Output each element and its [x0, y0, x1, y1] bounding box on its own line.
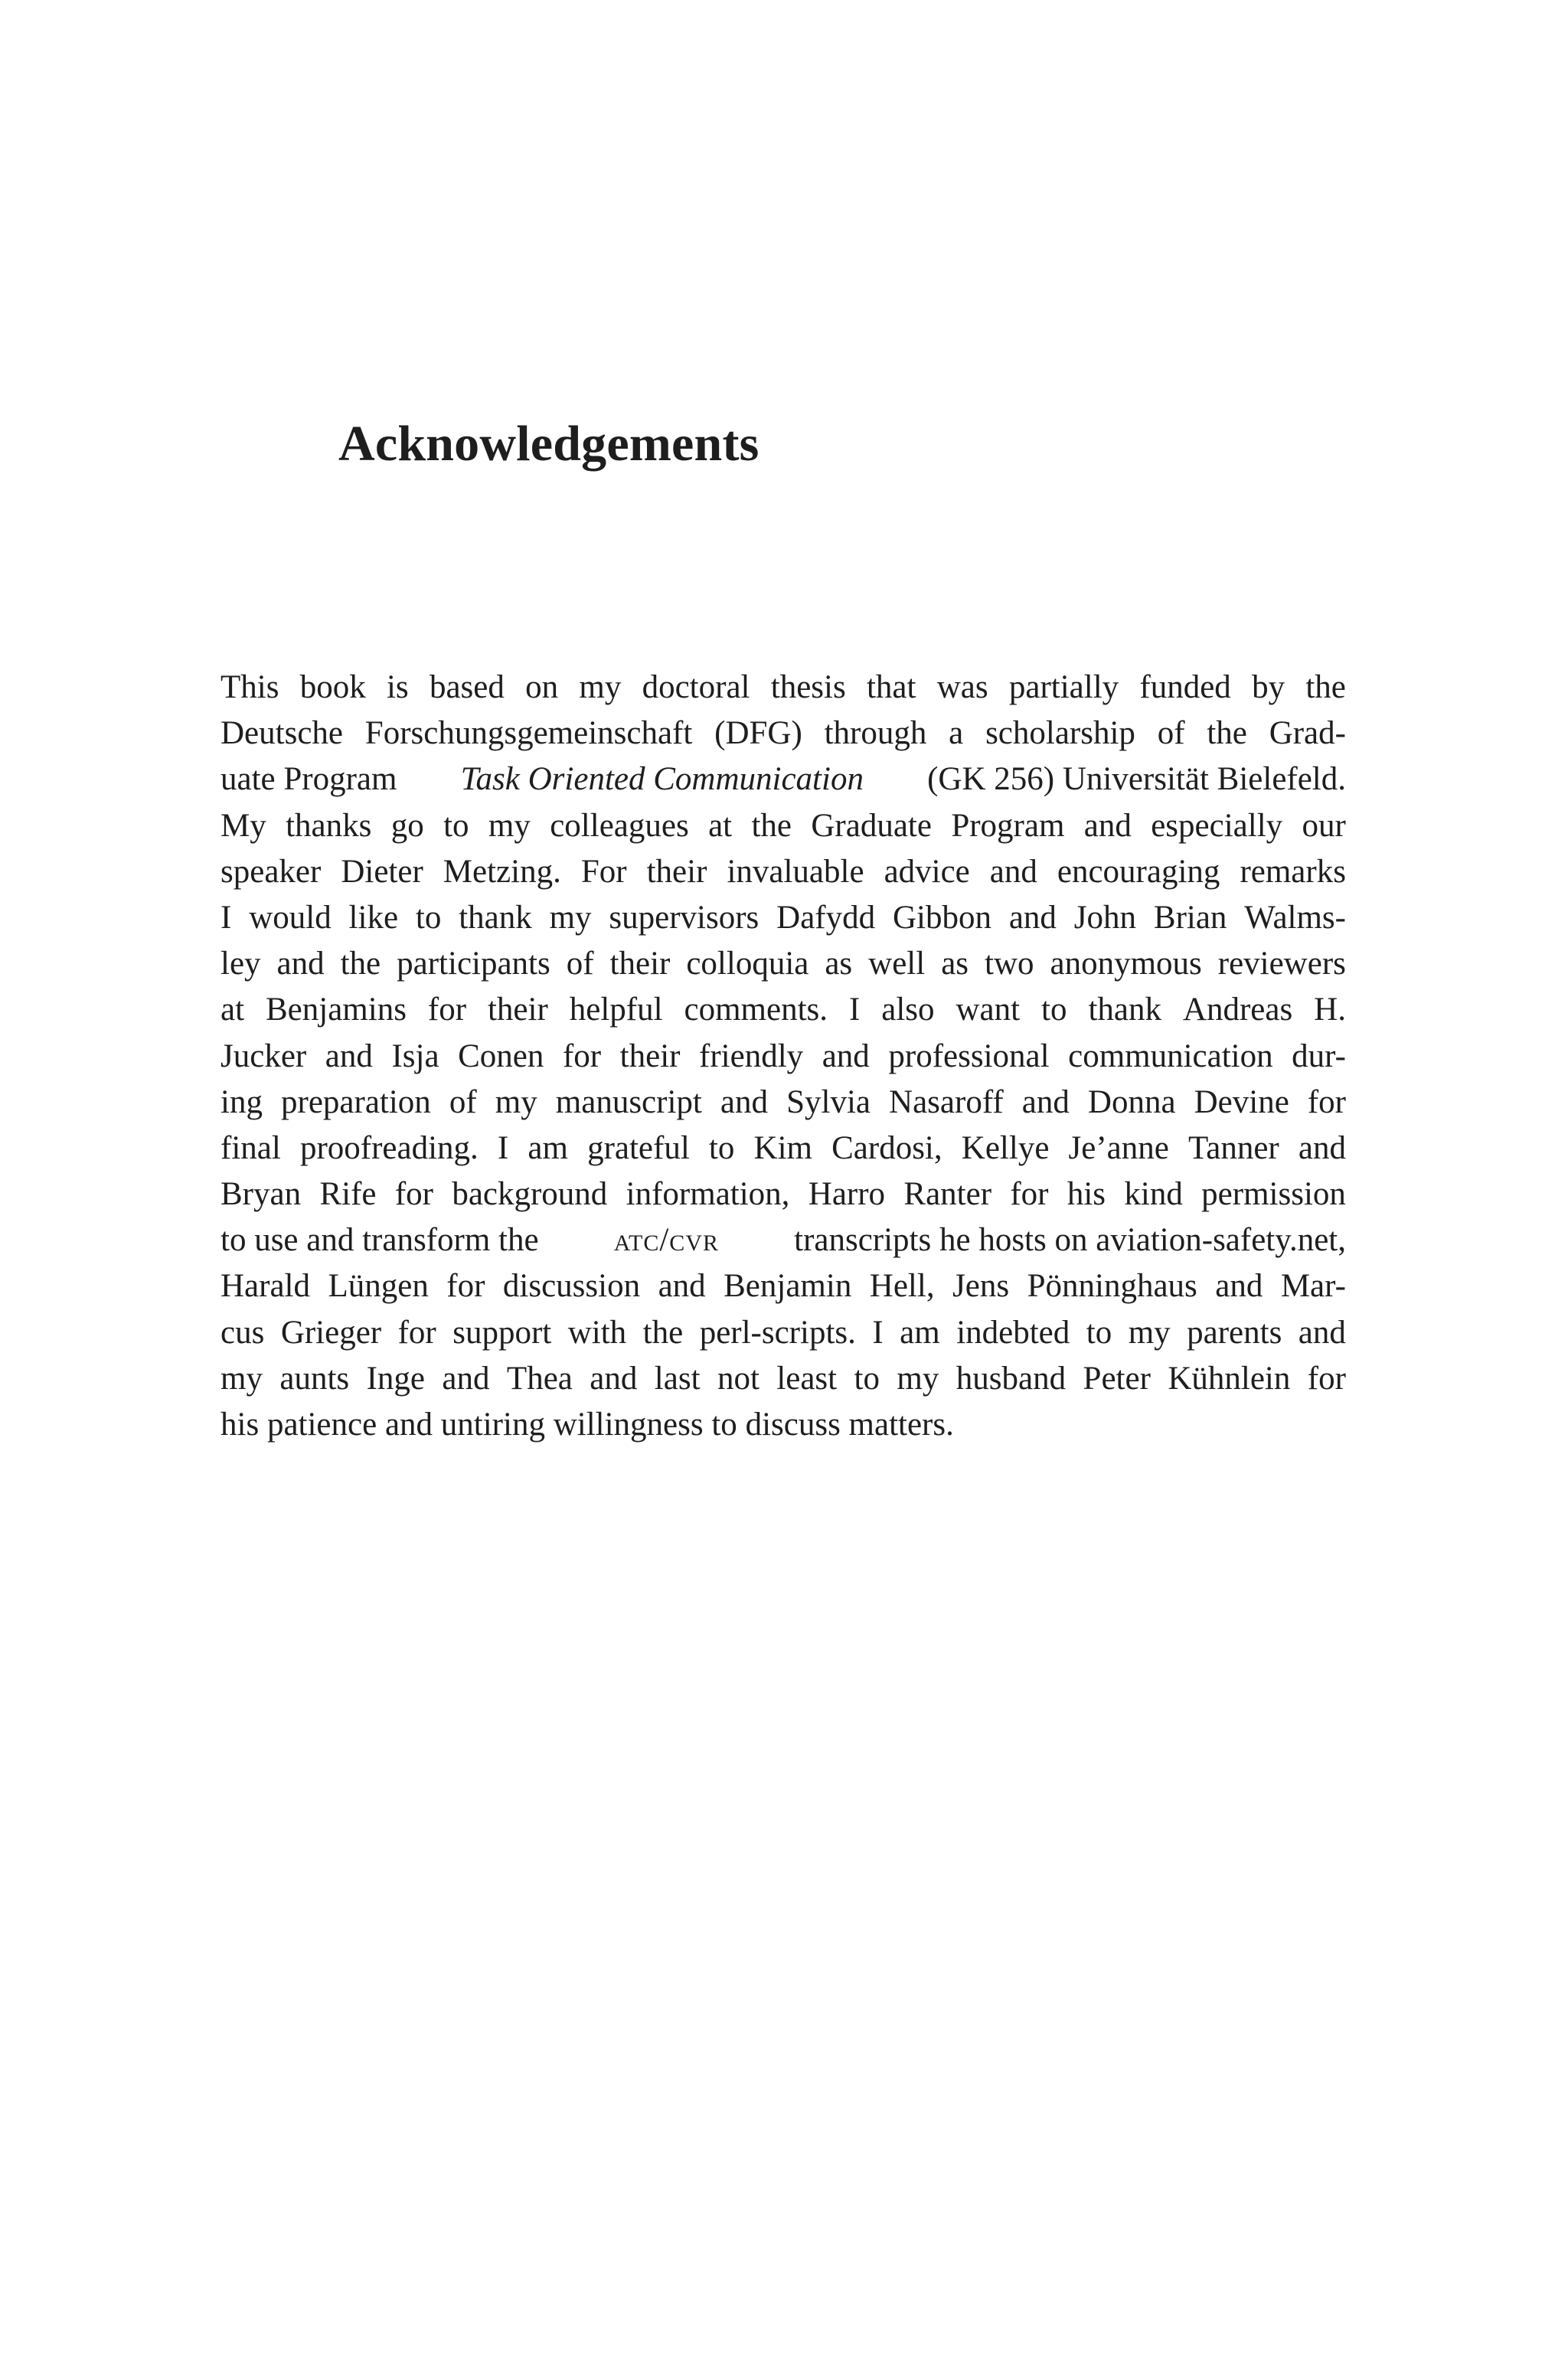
text-line: [220, 1172, 1346, 1217]
word: Thea: [506, 1360, 573, 1397]
text-line: [220, 803, 1346, 849]
word: by: [1252, 669, 1285, 705]
word: to: [708, 1129, 735, 1166]
word: manuscript: [555, 1083, 702, 1120]
word: is: [386, 669, 409, 705]
word: Kellye: [961, 1129, 1050, 1166]
word: Harro: [808, 1176, 886, 1213]
text-line: [220, 1080, 1346, 1126]
word: support: [452, 1314, 552, 1351]
word: Graduate: [811, 807, 932, 844]
word: dur-: [1292, 1038, 1346, 1074]
word: final: [220, 1129, 281, 1166]
word: Mar-: [1280, 1268, 1346, 1305]
word: untiring: [440, 1407, 545, 1443]
word: their: [646, 853, 707, 890]
word: patience: [266, 1407, 377, 1443]
text-run: uate Program: [220, 761, 397, 798]
word: remarks: [1240, 853, 1346, 890]
word: as: [941, 946, 969, 982]
word: My: [220, 807, 266, 844]
word: Deutsche: [220, 715, 343, 752]
word: of: [566, 946, 594, 982]
word: for: [446, 1268, 485, 1305]
word: Kim: [753, 1129, 812, 1166]
text-line: [220, 1217, 1346, 1263]
text-run: (GK 256) Universität Bielefeld.: [927, 761, 1346, 798]
word: that: [866, 669, 916, 705]
word: my: [488, 807, 531, 844]
text-line: [220, 757, 1346, 802]
word: Jucker: [220, 1038, 307, 1074]
word: helpful: [569, 992, 663, 1028]
word: and: [989, 853, 1037, 890]
word: the: [1207, 715, 1247, 752]
word: to: [443, 807, 469, 844]
word: I: [848, 992, 861, 1028]
word: I: [220, 899, 232, 936]
word: participants: [397, 946, 550, 982]
word: also: [881, 992, 935, 1028]
atc-cvr-smallcaps: atc/cvr: [613, 1222, 719, 1259]
word: perl-scripts.: [699, 1314, 856, 1351]
word: and: [1008, 899, 1057, 936]
text-line: [220, 711, 1346, 757]
word: and: [276, 946, 325, 982]
word: parents: [1187, 1314, 1282, 1351]
word: and: [1298, 1314, 1346, 1351]
word: doctoral: [642, 669, 750, 705]
word: ing: [220, 1083, 263, 1120]
word: friendly: [699, 1038, 804, 1074]
text-line: [220, 1356, 1346, 1402]
word: Conen: [458, 1038, 544, 1074]
word: especially: [1151, 807, 1283, 844]
word: Lüngen: [328, 1268, 429, 1305]
word: communication: [1068, 1038, 1273, 1074]
word: and: [1021, 1083, 1070, 1120]
word: and: [442, 1360, 490, 1397]
word: grateful: [587, 1129, 690, 1166]
word: Gibbon: [892, 899, 991, 936]
word: my: [1128, 1314, 1171, 1351]
word: I: [872, 1314, 884, 1351]
word: Bryan: [220, 1176, 302, 1213]
word: for: [1307, 1083, 1346, 1120]
program-title-italic: Task Oriented Communication: [460, 761, 864, 798]
word: thanks: [286, 807, 372, 844]
text-line: [220, 849, 1346, 895]
word: and: [658, 1268, 706, 1305]
word: For: [580, 853, 627, 890]
word: to: [1086, 1314, 1112, 1351]
word: professional: [888, 1038, 1050, 1074]
word: for: [1010, 1176, 1049, 1213]
word: thesis: [770, 669, 846, 705]
word: permission: [1201, 1176, 1346, 1213]
word: scholarship: [985, 715, 1135, 752]
word: Ranter: [903, 1176, 992, 1213]
word: two: [985, 946, 1034, 982]
word: the: [340, 946, 381, 982]
word: Donna: [1087, 1083, 1176, 1120]
word: and: [590, 1360, 638, 1397]
word: am: [528, 1129, 568, 1166]
text-line: [220, 665, 1346, 711]
word: Jens: [952, 1268, 1010, 1305]
word: colloquia: [686, 946, 809, 982]
word: Devine: [1194, 1083, 1289, 1120]
word: husband: [956, 1360, 1067, 1397]
word: kind: [1124, 1176, 1183, 1213]
word: Inge: [366, 1360, 425, 1397]
word: Andreas: [1182, 992, 1293, 1028]
text-run: transcripts he hosts on aviation-safety.net,: [794, 1222, 1346, 1259]
word: supervisors: [609, 899, 760, 936]
word: go: [390, 807, 424, 844]
word: want: [956, 992, 1021, 1028]
word: a: [949, 715, 964, 752]
text-line: [220, 1126, 1346, 1172]
word: advice: [884, 853, 970, 890]
word: of: [449, 1083, 477, 1120]
word: our: [1302, 807, 1346, 844]
word: through: [824, 715, 927, 752]
word: proofreading.: [299, 1129, 479, 1166]
word: well: [868, 946, 926, 982]
word: would: [249, 899, 332, 936]
word: Dieter: [341, 853, 423, 890]
word: H.: [1314, 992, 1346, 1028]
word: encouraging: [1057, 853, 1220, 890]
word: Dafydd: [776, 899, 876, 936]
word: my: [495, 1083, 537, 1120]
word: John: [1073, 899, 1137, 936]
word: funded: [1139, 669, 1231, 705]
word: Nasaroff: [889, 1083, 1004, 1120]
word: based: [429, 669, 505, 705]
word: of: [1157, 715, 1185, 752]
word: the: [1305, 669, 1346, 705]
word: my: [579, 669, 622, 705]
word: Tanner: [1188, 1129, 1279, 1166]
text-line: [220, 1402, 1346, 1448]
word: their: [487, 992, 548, 1028]
word: anonymous: [1050, 946, 1202, 982]
word: preparation: [281, 1083, 431, 1120]
page-title: Acknowledgements: [338, 416, 760, 472]
word: discussion: [502, 1268, 641, 1305]
word: speaker: [220, 853, 322, 890]
word: cus: [220, 1314, 265, 1351]
word: Metzing.: [443, 853, 561, 890]
word: at: [708, 807, 733, 844]
word: as: [825, 946, 853, 982]
word: for: [397, 1314, 436, 1351]
word: Harald: [220, 1268, 310, 1305]
word: the: [751, 807, 792, 844]
word: Isja: [391, 1038, 439, 1074]
text-run: to use and transform the: [220, 1222, 539, 1259]
word: with: [567, 1314, 627, 1351]
word: Brian: [1153, 899, 1227, 936]
word: invaluable: [727, 853, 864, 890]
word: and: [1298, 1129, 1346, 1166]
word: their: [619, 1038, 681, 1074]
word: at: [220, 992, 245, 1028]
acknowledgements-paragraph: [220, 665, 1346, 1448]
text-line: [220, 1263, 1346, 1309]
word: Grieger: [280, 1314, 382, 1351]
word: colleagues: [550, 807, 689, 844]
word: and: [1215, 1268, 1263, 1305]
word: willingness: [553, 1407, 704, 1443]
word: book: [299, 669, 366, 705]
word: Peter: [1083, 1360, 1151, 1397]
word: least: [776, 1360, 838, 1397]
word: and: [822, 1038, 870, 1074]
word: Rife: [319, 1176, 377, 1213]
word: and: [384, 1407, 433, 1443]
word: Sylvia: [786, 1083, 871, 1120]
word: partially: [1008, 669, 1119, 705]
word: for: [427, 992, 467, 1028]
word: and: [325, 1038, 373, 1074]
word: the: [642, 1314, 684, 1351]
word: and: [1083, 807, 1132, 844]
word: discuss: [745, 1407, 841, 1443]
word: and: [720, 1083, 769, 1120]
word: last: [654, 1360, 701, 1397]
word: Walms-: [1244, 899, 1346, 936]
text-line: [220, 987, 1346, 1033]
text-line: [220, 895, 1346, 941]
word: Pönninghaus: [1027, 1268, 1197, 1305]
word: his: [220, 1407, 260, 1443]
word: my: [897, 1360, 939, 1397]
word: his: [1067, 1176, 1106, 1213]
word: for: [562, 1038, 602, 1074]
word: to: [854, 1360, 880, 1397]
word: on: [525, 669, 559, 705]
word: Forschungsgemeinschaft: [364, 715, 693, 752]
word: Benjamin: [724, 1268, 852, 1305]
word: for: [394, 1176, 433, 1213]
word: background: [452, 1176, 608, 1213]
word: for: [1307, 1360, 1346, 1397]
word: Cardosi,: [831, 1129, 942, 1166]
word: Grad-: [1269, 715, 1346, 752]
word: information,: [626, 1176, 790, 1213]
word: matters.: [848, 1407, 954, 1443]
word: Je’anne: [1068, 1129, 1169, 1166]
word: reviewers: [1217, 946, 1346, 982]
word: am: [900, 1314, 940, 1351]
word: Hell,: [869, 1268, 935, 1305]
word: comments.: [684, 992, 828, 1028]
word: aunts: [279, 1360, 350, 1397]
word: my: [549, 899, 592, 936]
word: not: [717, 1360, 760, 1397]
text-line: [220, 1034, 1346, 1080]
word: indebted: [956, 1314, 1070, 1351]
word: to: [711, 1407, 737, 1443]
word: to: [1041, 992, 1067, 1028]
word: This: [220, 669, 279, 705]
word: I: [497, 1129, 509, 1166]
word: my: [220, 1360, 263, 1397]
word: thank: [459, 899, 532, 936]
word: thank: [1088, 992, 1161, 1028]
word: like: [348, 899, 399, 936]
word: to: [415, 899, 442, 936]
word: ley: [220, 946, 261, 982]
word: Program: [951, 807, 1065, 844]
word: their: [609, 946, 671, 982]
word: (DFG): [714, 715, 802, 752]
text-line: [220, 1310, 1346, 1356]
word: Benjamins: [266, 992, 407, 1028]
word: Kühnlein: [1168, 1360, 1291, 1397]
text-line: [220, 941, 1346, 987]
word: was: [936, 669, 988, 705]
